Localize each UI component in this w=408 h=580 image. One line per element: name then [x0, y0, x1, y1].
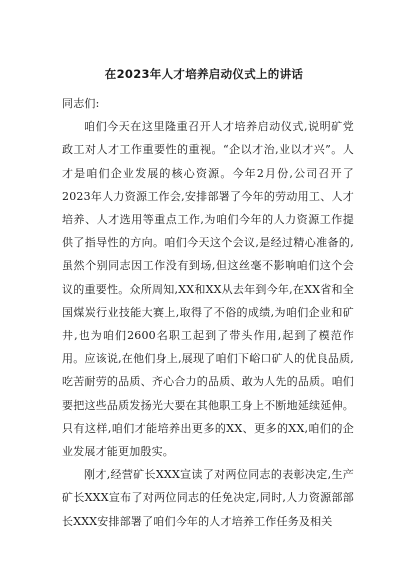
greeting: 同志们:: [62, 97, 100, 110]
paragraph: 咱们今天在这里隆重召开人才培养启动仪式,说明矿党政工对人才工作重要性的重视。“企以才治,业以才兴”。人才是咱们企业发展的核心资源。今年2月份,公司召开了2023年人力资源工作会,安排部署了今年的劳动用工、人才培养、人才选用等重点工作,为咱们今年的人力资源工作提供了指导性的方向。咱们今天这个会议,是经过精心准备的,虽然个别同志因工作没有到场,但这丝毫不影响咱们这个会议的重要性。众所周知,XX和XX从去年到今年,在XX省和全国煤炭行业技能大赛上,取得了不俗的成绩,为咱们企业和矿井,也为咱们2600名职工起到了带头作用,起到了模范作用。应该说,在他们身上,展现了咱们下峪口矿人的优良品质,吃苦耐劳的品质、齐心合力的品质、敢为人先的品质。咱们要把这些品质发扬光大要在其他职工身上不断地延续延伸。只有这样,咱们才能培养出更多的XX、更多的XX,咱们的企业发展才能更加殷实。: [62, 120, 354, 459]
document-title: 在2023年人才培养启动仪式上的讲话: [104, 67, 304, 81]
document-body: [62, 92, 354, 533]
paragraph: 刚才,经营矿长XXX宣读了对两位同志的表彰决定,生产矿长XXX宣布了对两位同志的任免决定,同时,人力资源部部长XXX安排部署了咱们今年的人才培养工作任务及相关: [62, 468, 354, 528]
